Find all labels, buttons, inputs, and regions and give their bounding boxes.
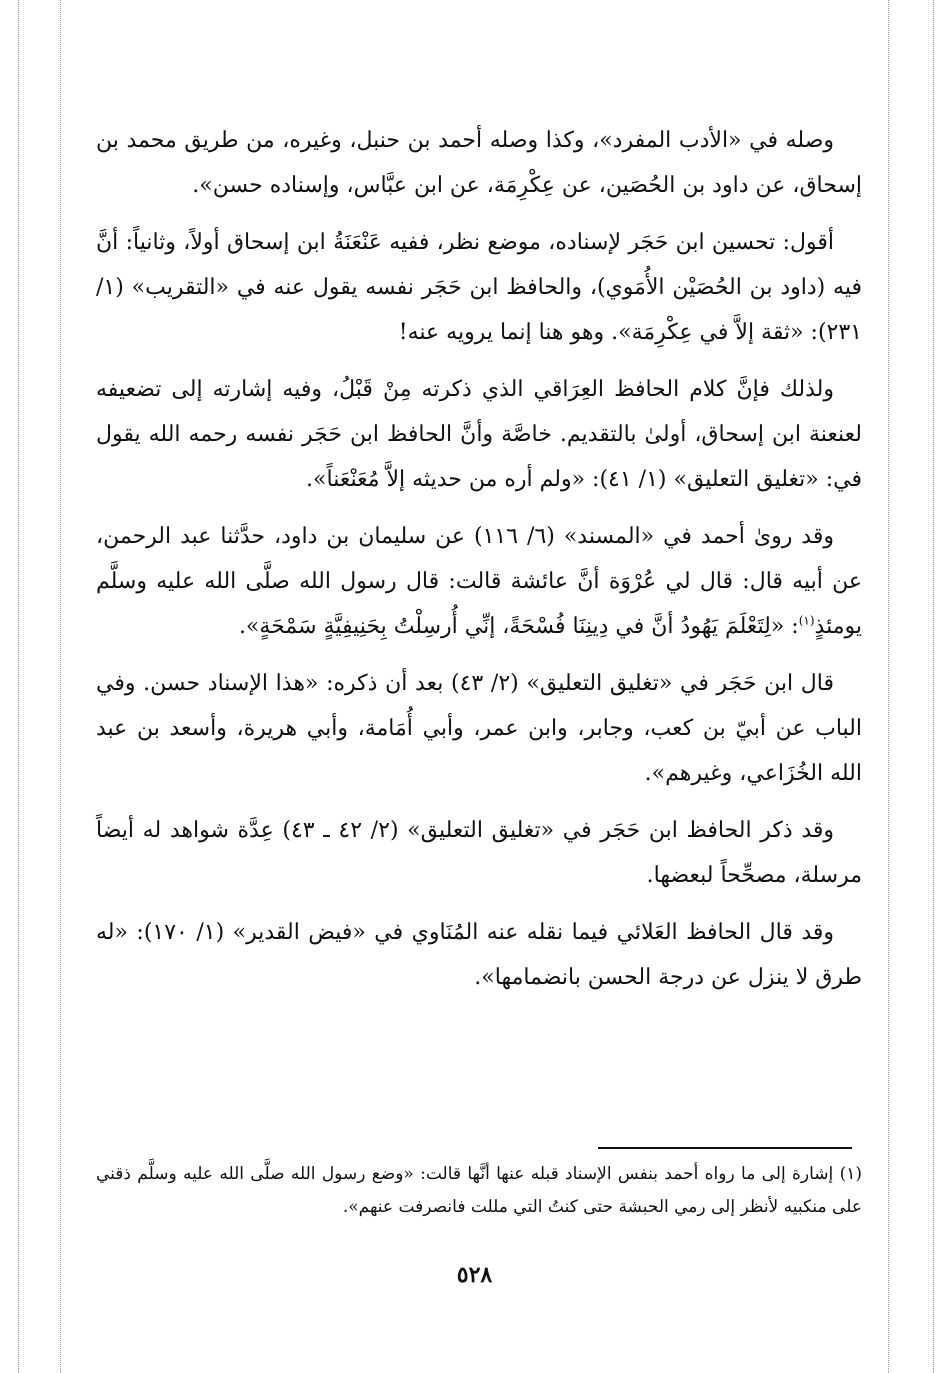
paragraph-7: وقد قال الحافظ العَلائي فيما نقله عنه المُنَاوي في «فيض القدير» (١/ ١٧٠): «له طرق لا ينزل عن درجة الحسن بانضمامها».: [96, 920, 862, 990]
footnote-text: إشارة إلى ما رواه أحمد بنفس الإسناد قبله عنها أنَّها قالت: «وضع رسول الله صلَّى الله عليه وسلَّم ذقني على منكبيه لأنظر إلى رمي الحبشة حتى كنتُ التي مللت فانصرفت عنهم».: [96, 1164, 862, 1217]
footnote-marker: (١): [798, 613, 815, 628]
paragraph-6: وقد ذكر الحافظ ابن حَجَر في «تغليق التعليق» (٢/ ٤٢ ـ ٤٣) عِدَّة شواهد له أيضاً مرسلة، مصحِّحاً لبعضها.: [96, 818, 862, 888]
margin-guide-inner-right: [888, 0, 889, 1373]
paragraph-5: قال ابن حَجَر في «تغليق التعليق» (٢/ ٤٣) بعد أن ذكره: «هذا الإسناد حسن. وفي الباب عن أبيّ بن كعب، وجابر، وابن عمر، وأبي أُمَامة، وأبي هريرة، وأسعد بن عبد الله الخُزَاعي، وغيرهم».: [96, 671, 862, 786]
margin-guide-left: [18, 0, 19, 1373]
main-text: [96, 118, 862, 1012]
margin-guide-right: [933, 0, 934, 1373]
footnote-number: (١): [839, 1164, 863, 1184]
paragraph-4: وقد روىٰ أحمد في «المسند» (٦/ ١١٦) عن سليمان بن داود، حدَّثنا عبد الرحمن، عن أبيه قال: قال لي عُرْوَة أنَّ عائشة قالت: قال رسول الله صلَّى الله عليه وسلَّم يومئذٍ$^{(١)}$: «لِتَعْلَمَ يَهُودُ أنَّ في دِينِنَا فُسْحَةً، إنِّي أُرسِلْتُ بِحَنِيفِيَّةٍ سَمْحَةٍ».: [96, 524, 862, 639]
margin-guide-inner-left: [60, 0, 61, 1373]
page-number: ٥٢٨: [456, 1262, 493, 1288]
footnote: [96, 1158, 862, 1224]
paragraph-1: وصله في «الأدب المفرد»، وكذا وصله أحمد بن حنبل، وغيره، من طريق محمد بن إسحاق، عن داود بن الحُصَين، عن عِكْرِمَة، عن ابن عبَّاس، وإسناده حسن».: [96, 128, 862, 198]
footnote-separator: [598, 1147, 852, 1149]
paragraph-3: ولذلك فإنَّ كلام الحافظ العِرَاقي الذي ذكرته مِنْ قَبْلُ، وفيه إشارته إلى تضعيفه لعنعنة ابن إسحاق، أولىٰ بالتقديم. خاصَّة وأنَّ الحافظ ابن حَجَر نفسه رحمه الله يقول في: «تغليق التعليق» (١/ ٤١): «ولم أره من حديثه إلاَّ مُعَنْعَناً».: [96, 377, 862, 492]
paragraph-2: أقول: تحسين ابن حَجَر لإسناده، موضع نظر، ففيه عَنْعَنَةُ ابن إسحاق أولاً، وثانياً: أنَّ فيه (داود بن الحُصَيْن الأُمَوي)، والحافظ ابن حَجَر نفسه يقول عنه في «التقريب» (١/ ٢٣١): «ثقة إلاَّ في عِكْرِمَة». وهو هنا إنما يرويه عنه!: [96, 230, 862, 345]
